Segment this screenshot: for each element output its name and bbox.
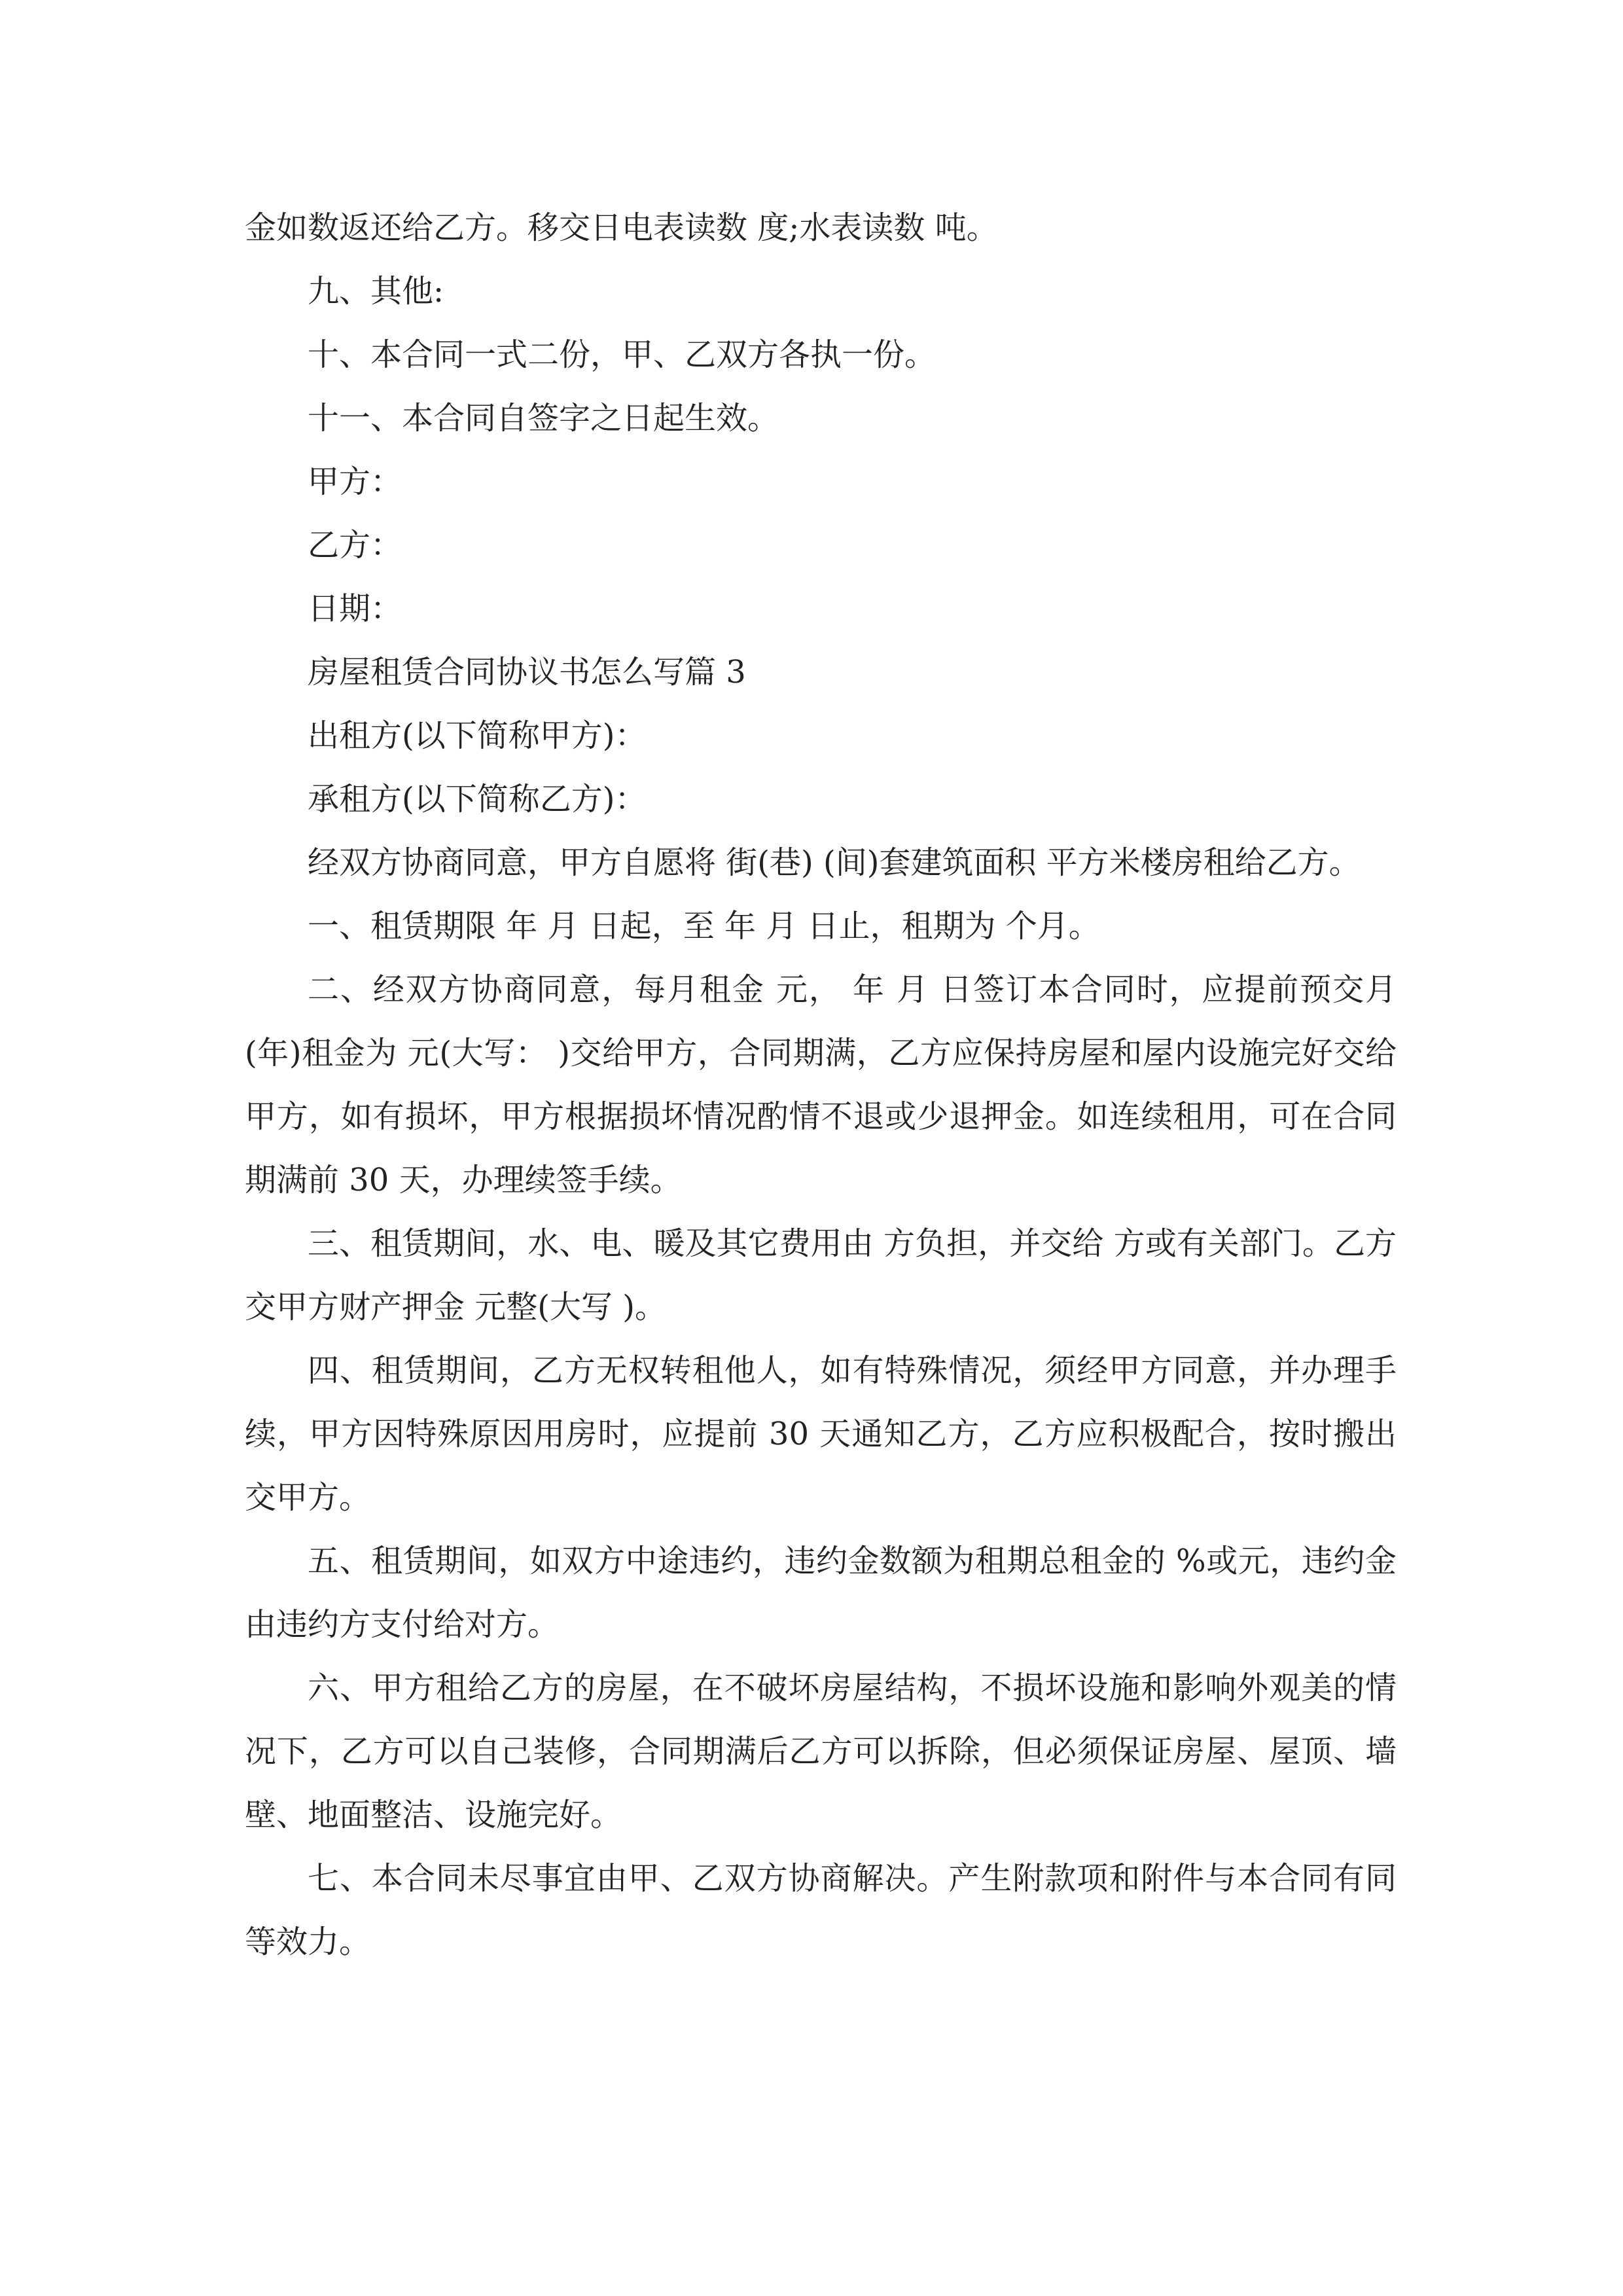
lessee-line: 承租方(以下简称乙方)： (308, 781, 647, 817)
lessor-line: 出租方(以下简称甲方)： (308, 717, 647, 754)
paragraph-clause-9: 九、其他: (308, 273, 444, 310)
paragraph-continuation: 金如数返还给乙方。移交日电表读数 度;水表读数 吨。 (245, 209, 998, 246)
paragraph-clause-2: 二、经双方协商同意，每月租金 元， 年 月 日签订本合同时，应提前预交月(年)租金为 元(大写： )交给甲方，合同期满，乙方应保持房屋和屋内设施完好交给甲方，如有损坏，甲方根据损坏情况酌情不退或少退押金。如连续租用，可在合同期满前 30 天，办理续签手续。 (245, 971, 1397, 1198)
paragraph-clause-6: 六、甲方租给乙方的房屋，在不破坏房屋结构，不损坏设施和影响外观美的情况下，乙方可以自己装修，合同期满后乙方可以拆除，但必须保证房屋、屋顶、墙壁、地面整洁、设施完好。 (245, 1670, 1397, 1833)
section-title: 房屋租赁合同协议书怎么写篇 3 (308, 654, 746, 691)
paragraph-clause-1: 一、租赁期限 年 月 日起，至 年 月 日止，租期为 个月。 (308, 908, 1100, 944)
paragraph-clause-5: 五、租赁期间，如双方中途违约，违约金数额为租期总租金的 %或元，违约金由违约方支付给对方。 (245, 1543, 1397, 1643)
signature-party-b: 乙方： (308, 527, 402, 564)
signature-party-a: 甲方： (308, 463, 402, 500)
paragraph-clause-4: 四、租赁期间，乙方无权转租他人，如有特殊情况，须经甲方同意，并办理手续，甲方因特殊原因用房时，应提前 30 天通知乙方，乙方应积极配合，按时搬出交甲方。 (245, 1352, 1397, 1516)
paragraph-clause-3: 三、租赁期间，水、电、暖及其它费用由 方负担，并交给 方或有关部门。乙方交甲方财产押金 元整(大写 )。 (245, 1225, 1397, 1325)
paragraph-clause-7: 七、本合同未尽事宜由甲、乙双方协商解决。产生附款项和附件与本合同有同等效力。 (245, 1860, 1397, 1960)
signature-date: 日期： (308, 590, 402, 627)
document-body (245, 196, 1397, 1974)
paragraph-intro: 经双方协商同意，甲方自愿将 街(巷) (间)套建筑面积 平方米楼房租给乙方。 (308, 844, 1361, 881)
paragraph-clause-11: 十一、本合同自签字之日起生效。 (308, 400, 779, 437)
paragraph-clause-10: 十、本合同一式二份，甲、乙双方各执一份。 (308, 336, 936, 373)
